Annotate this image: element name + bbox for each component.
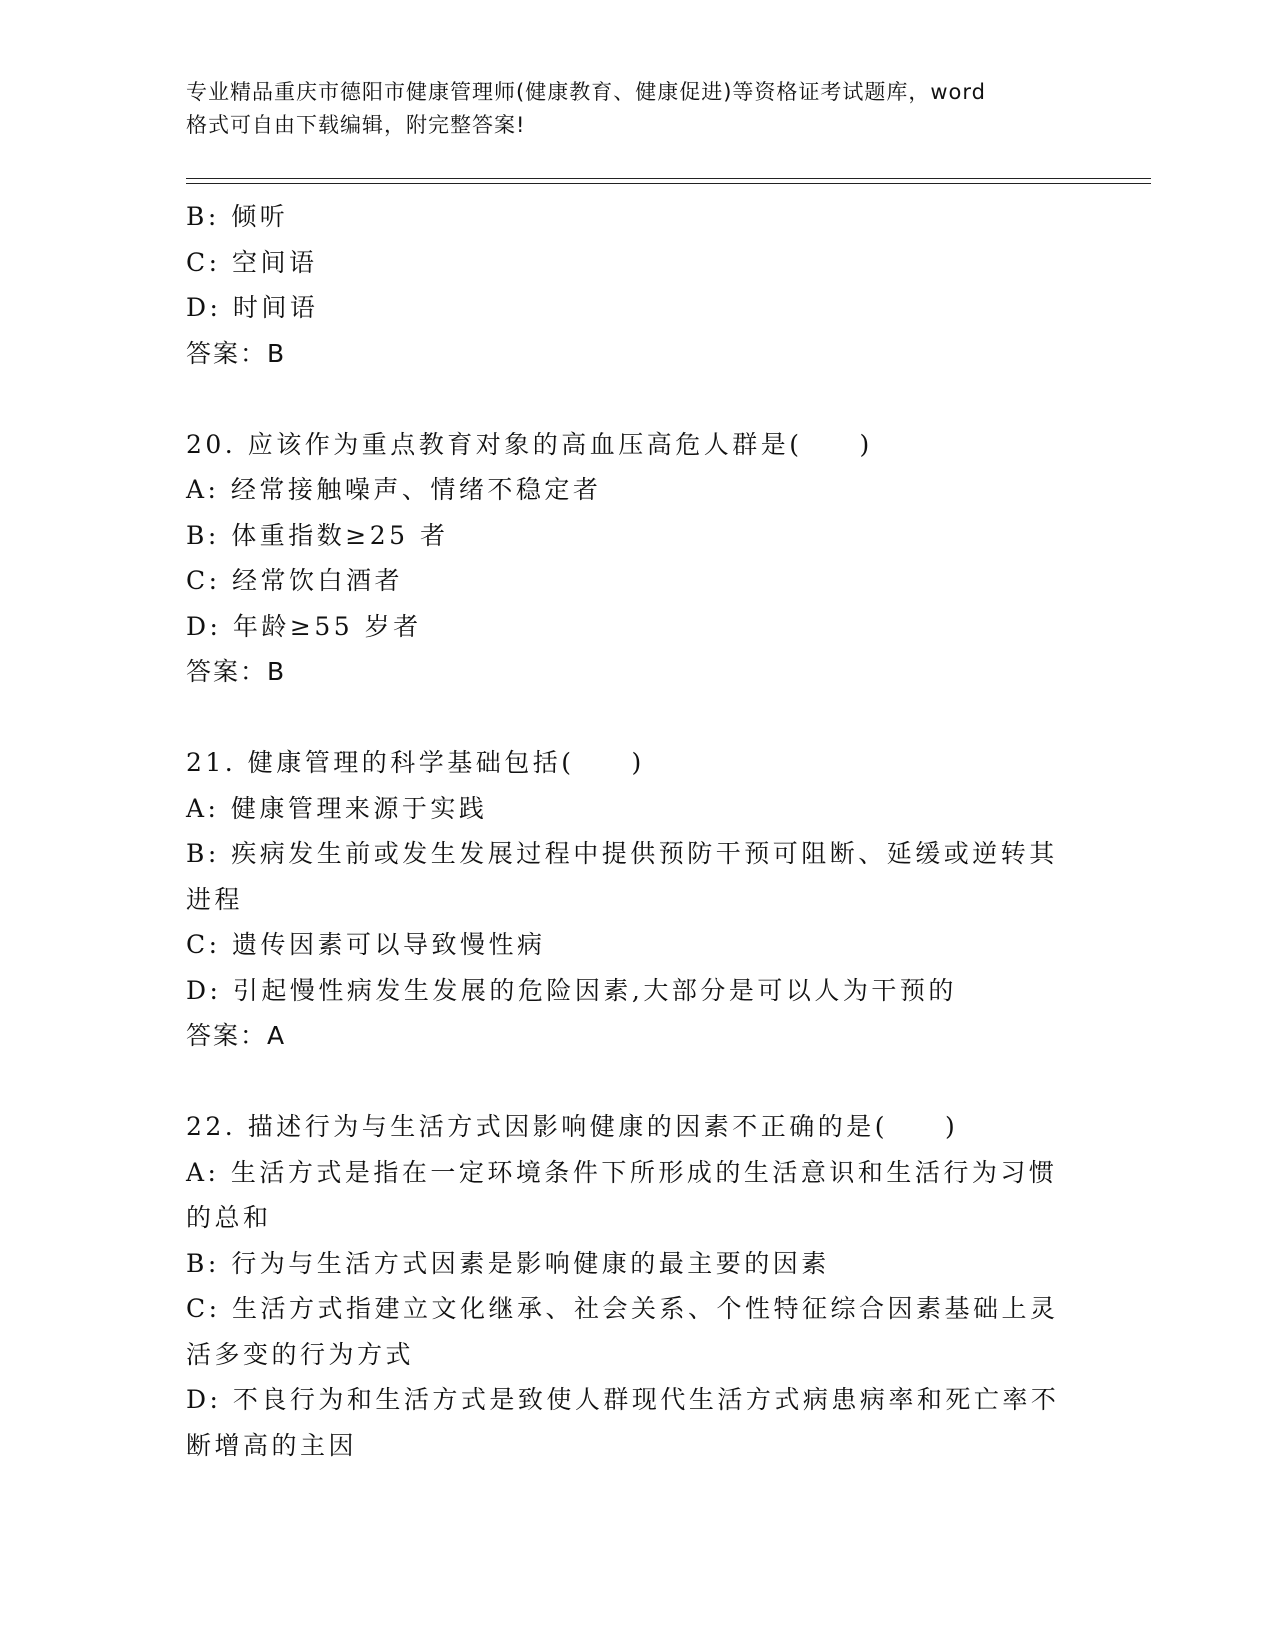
option-a: A: 健康管理来源于实践 (186, 793, 488, 823)
option-d-continued: 断增高的主因 (186, 1430, 358, 1460)
option-b-continued: 进程 (186, 884, 244, 914)
option-d: D: 引起慢性病发生发展的危险因素,大部分是可以人为干预的 (186, 975, 957, 1005)
answer-line: 答案：B (186, 338, 287, 368)
option-c-continued: 活多变的行为方式 (186, 1339, 415, 1369)
prev-question (186, 194, 1086, 376)
option-c: C: 经常饮白酒者 (186, 566, 403, 595)
option-d: D: 年龄≥55 岁者 (186, 611, 422, 641)
question-20 (186, 422, 1086, 695)
option-a-continued: 的总和 (186, 1203, 272, 1232)
question-content (186, 194, 1086, 1468)
header-line-1: 专业精品重庆市德阳市健康管理师(健康教育、健康促进)等资格证考试题库，word (186, 80, 987, 104)
header-rule-top (186, 178, 1151, 179)
question-stem: 21. 健康管理的科学基础包括( ) (186, 748, 645, 777)
option-a: A: 经常接触噪声、情绪不稳定者 (186, 475, 602, 504)
option-b: B: 体重指数≥25 者 (186, 520, 449, 550)
option-d: D: 时间语 (186, 293, 319, 322)
question-stem: 22. 描述行为与生活方式因影响健康的因素不正确的是( ) (186, 1112, 959, 1141)
question-stem: 20. 应该作为重点教育对象的高血压高危人群是( ) (186, 429, 873, 459)
option-c: C: 空间语 (186, 247, 318, 277)
header-line-2: 格式可自由下载编辑，附完整答案! (186, 113, 526, 137)
answer-line: 答案：B (186, 657, 287, 686)
option-d: D: 不良行为和生活方式是致使人群现代生活方式病患病率和死亡率不 (186, 1385, 1060, 1414)
option-b: B: 行为与生活方式因素是影响健康的最主要的因素 (186, 1248, 830, 1278)
document-header (186, 76, 1086, 142)
answer-line: 答案：A (186, 1021, 287, 1050)
option-c: C: 生活方式指建立文化继承、社会关系、个性特征综合因素基础上灵 (186, 1294, 1059, 1323)
option-a: A: 生活方式是指在一定环境条件下所形成的生活意识和生活行为习惯 (186, 1157, 1058, 1187)
option-c: C: 遗传因素可以导致慢性病 (186, 930, 546, 959)
option-b: B: 倾听 (186, 202, 289, 231)
option-b: B: 疾病发生前或发生发展过程中提供预防干预可阻断、延缓或逆转其 (186, 839, 1058, 868)
question-22 (186, 1104, 1086, 1468)
question-21 (186, 740, 1086, 1059)
header-rule-bottom (186, 183, 1151, 184)
